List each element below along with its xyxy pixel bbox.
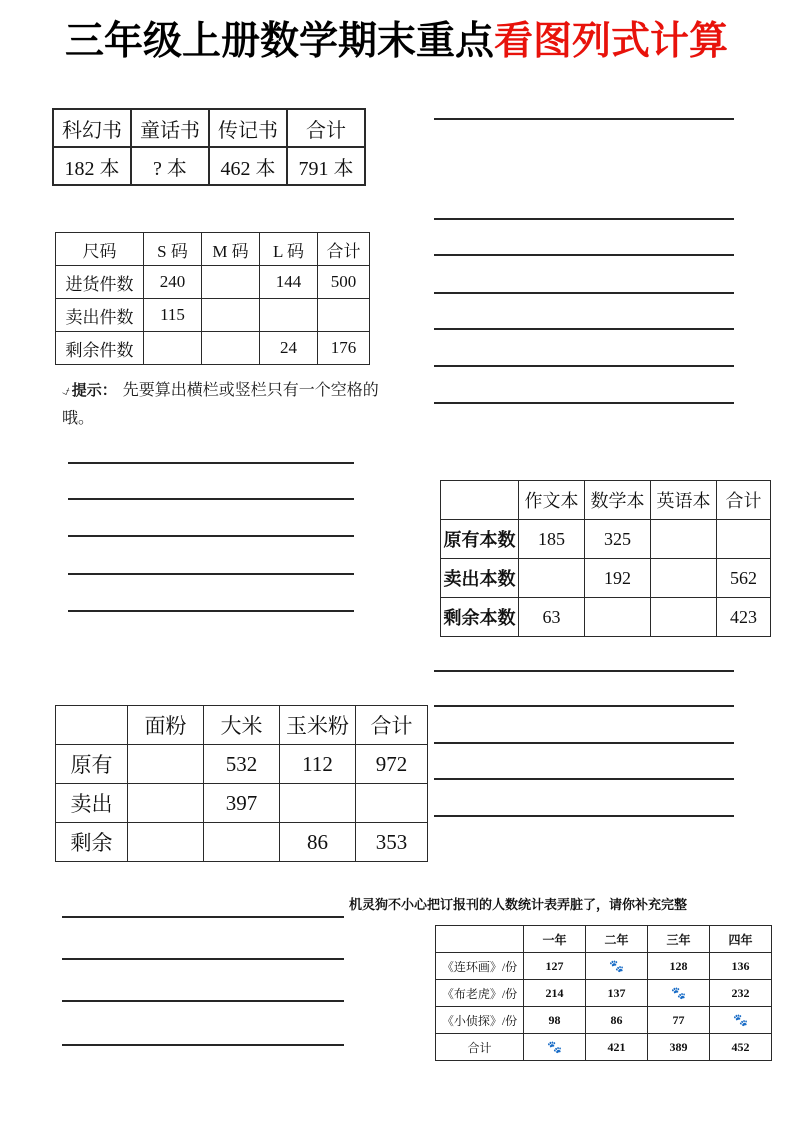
tip-label: 提示：	[71, 381, 117, 399]
table-row-header	[56, 706, 428, 745]
table-row	[56, 784, 428, 823]
table-cell-rowlabel: 卖出本数	[441, 559, 519, 598]
paw-print-icon: 🐾	[524, 1034, 586, 1061]
table-cell-value: 176	[318, 332, 370, 365]
table-cell-value	[144, 332, 202, 365]
table-row	[56, 299, 370, 332]
table-cell-header	[441, 481, 519, 520]
table-cell-header: 合计	[717, 481, 771, 520]
table-cell-header: 四年	[710, 926, 772, 953]
paw-print-icon: 🐾	[648, 980, 710, 1007]
table-cell-header: 大米	[204, 706, 280, 745]
table-cell-value: 182 本	[53, 147, 131, 185]
tip-body: 先要算出横栏或竖栏只有一个空格的哦。	[62, 382, 379, 427]
table-cell-value	[651, 598, 717, 637]
table-sizes	[55, 232, 370, 365]
page-title	[0, 19, 793, 64]
table-cell-value: 500	[318, 266, 370, 299]
table-cell-value	[202, 332, 260, 365]
table-cell-value: 423	[717, 598, 771, 637]
answer-line-right-top-2[interactable]	[434, 218, 734, 220]
table-cell-value: 389	[648, 1034, 710, 1061]
table-cell-rowlabel: 剩余件数	[56, 332, 144, 365]
table-cell-value: 144	[260, 266, 318, 299]
table-cell-value	[202, 266, 260, 299]
table-cell-value: 98	[524, 1007, 586, 1034]
table-cell-header: 童话书	[131, 109, 209, 147]
table-row	[436, 1007, 772, 1034]
answer-line-left-middle-4[interactable]	[68, 573, 354, 575]
page-title-highlight: 看图列式计算	[494, 19, 729, 64]
table-row	[56, 823, 428, 862]
tip-note	[62, 376, 392, 433]
answer-line-left-bottom-3[interactable]	[62, 1000, 344, 1002]
table-cell-value: 791 本	[287, 147, 365, 185]
table-cell-value	[356, 784, 428, 823]
answer-line-left-middle-3[interactable]	[68, 535, 354, 537]
table-cell-value	[204, 823, 280, 862]
answer-line-right-middle-4[interactable]	[434, 778, 734, 780]
table-cell-value: 63	[519, 598, 585, 637]
table-cell-value: 24	[260, 332, 318, 365]
answer-line-right-top-5[interactable]	[434, 328, 734, 330]
table-cell-value: 462 本	[209, 147, 287, 185]
table-cell-value	[128, 784, 204, 823]
table-cell-value: 353	[356, 823, 428, 862]
answer-line-left-bottom-4[interactable]	[62, 1044, 344, 1046]
table-cell-rowlabel: 进货件数	[56, 266, 144, 299]
answer-line-right-middle-1[interactable]	[434, 670, 734, 672]
table-row-header	[53, 109, 365, 147]
table-cell-value: 240	[144, 266, 202, 299]
table-row	[436, 1034, 772, 1061]
table-cell-value: 112	[280, 745, 356, 784]
table-cell-header: 面粉	[128, 706, 204, 745]
table-cell-value	[128, 745, 204, 784]
table-cell-header: S 码	[144, 233, 202, 266]
table-cell-header: 数学本	[585, 481, 651, 520]
table-cell-value	[519, 559, 585, 598]
answer-line-left-middle-2[interactable]	[68, 498, 354, 500]
table-cell-value: 86	[280, 823, 356, 862]
answer-line-right-top-6[interactable]	[434, 365, 734, 367]
table-cell-value: 532	[204, 745, 280, 784]
table-cell-rowlabel: 《连环画》/份	[436, 953, 524, 980]
answer-line-right-top-7[interactable]	[434, 402, 734, 404]
answer-line-left-bottom-2[interactable]	[62, 958, 344, 960]
table-cell-value: 562	[717, 559, 771, 598]
bell-icon: ⍻	[62, 383, 70, 399]
page-title-primary: 三年级上册数学期末重点	[64, 19, 494, 64]
table-cell-rowlabel: 《布老虎》/份	[436, 980, 524, 1007]
answer-line-right-top-4[interactable]	[434, 292, 734, 294]
table-cell-rowlabel: 《小侦探》/份	[436, 1007, 524, 1034]
table-cell-header: 玉米粉	[280, 706, 356, 745]
table-cell-value: 127	[524, 953, 586, 980]
table-row-header	[436, 926, 772, 953]
table-cell-value: 192	[585, 559, 651, 598]
table-row	[441, 598, 771, 637]
table-cell-header: 一年	[524, 926, 586, 953]
table-newspapers	[435, 925, 772, 1061]
table-cell-value	[717, 520, 771, 559]
table-row-header	[441, 481, 771, 520]
table-row	[56, 745, 428, 784]
table-cell-header: 合计	[287, 109, 365, 147]
answer-line-left-middle-1[interactable]	[68, 462, 354, 464]
table-row	[56, 266, 370, 299]
table-cell-header: 合计	[356, 706, 428, 745]
table-row	[436, 953, 772, 980]
table-cell-value: 325	[585, 520, 651, 559]
table-cell-value: 86	[586, 1007, 648, 1034]
table-cell-value	[260, 299, 318, 332]
table-cell-value: 115	[144, 299, 202, 332]
table-cell-header: L 码	[260, 233, 318, 266]
paw-print-icon: 🐾	[586, 953, 648, 980]
newspaper-table-caption: 机灵狗不小心把订报刊的人数统计表弄脏了，请你补充完整	[349, 898, 688, 913]
table-cell-rowlabel: 剩余本数	[441, 598, 519, 637]
table-cell-rowlabel: 原有本数	[441, 520, 519, 559]
table-cell-header: 三年	[648, 926, 710, 953]
answer-line-right-middle-2[interactable]	[434, 705, 734, 707]
answer-line-right-top-1[interactable]	[434, 118, 734, 120]
table-cell-value: 421	[586, 1034, 648, 1061]
table-cell-header	[436, 926, 524, 953]
table-cell-value: 185	[519, 520, 585, 559]
table-cell-value	[280, 784, 356, 823]
table-cell-rowlabel: 剩余	[56, 823, 128, 862]
table-cell-value: ? 本	[131, 147, 209, 185]
table-row	[441, 559, 771, 598]
table-cell-rowlabel: 原有	[56, 745, 128, 784]
table-cell-header: M 码	[202, 233, 260, 266]
answer-line-right-top-3[interactable]	[434, 254, 734, 256]
table-cell-value	[651, 559, 717, 598]
table-cell-header: 尺码	[56, 233, 144, 266]
answer-line-left-bottom-1[interactable]	[62, 916, 344, 918]
table-cell-value: 136	[710, 953, 772, 980]
table-cell-value	[318, 299, 370, 332]
table-cell-value: 397	[204, 784, 280, 823]
table-cell-rowlabel: 合计	[436, 1034, 524, 1061]
table-books	[52, 108, 366, 186]
answer-line-right-middle-3[interactable]	[434, 742, 734, 744]
paw-print-icon: 🐾	[710, 1007, 772, 1034]
table-cell-header: 英语本	[651, 481, 717, 520]
answer-line-left-middle-5[interactable]	[68, 610, 354, 612]
table-cell-value: 128	[648, 953, 710, 980]
table-cell-value	[651, 520, 717, 559]
table-cell-header: 合计	[318, 233, 370, 266]
table-cell-header: 传记书	[209, 109, 287, 147]
table-cell-header	[56, 706, 128, 745]
table-row	[56, 332, 370, 365]
table-cell-value: 214	[524, 980, 586, 1007]
table-cell-value: 77	[648, 1007, 710, 1034]
table-cell-value	[128, 823, 204, 862]
table-cell-value	[202, 299, 260, 332]
table-cell-rowlabel: 卖出件数	[56, 299, 144, 332]
table-cell-value: 232	[710, 980, 772, 1007]
table-row	[53, 147, 365, 185]
table-cell-rowlabel: 卖出	[56, 784, 128, 823]
table-cell-value: 137	[586, 980, 648, 1007]
table-cell-value: 452	[710, 1034, 772, 1061]
table-row	[441, 520, 771, 559]
table-cell-header: 科幻书	[53, 109, 131, 147]
table-cell-header: 作文本	[519, 481, 585, 520]
table-grain	[55, 705, 428, 862]
table-cell-value	[585, 598, 651, 637]
table-notebooks	[440, 480, 771, 637]
table-cell-value: 972	[356, 745, 428, 784]
answer-line-right-middle-5[interactable]	[434, 815, 734, 817]
table-cell-header: 二年	[586, 926, 648, 953]
table-row	[436, 980, 772, 1007]
table-row-header	[56, 233, 370, 266]
